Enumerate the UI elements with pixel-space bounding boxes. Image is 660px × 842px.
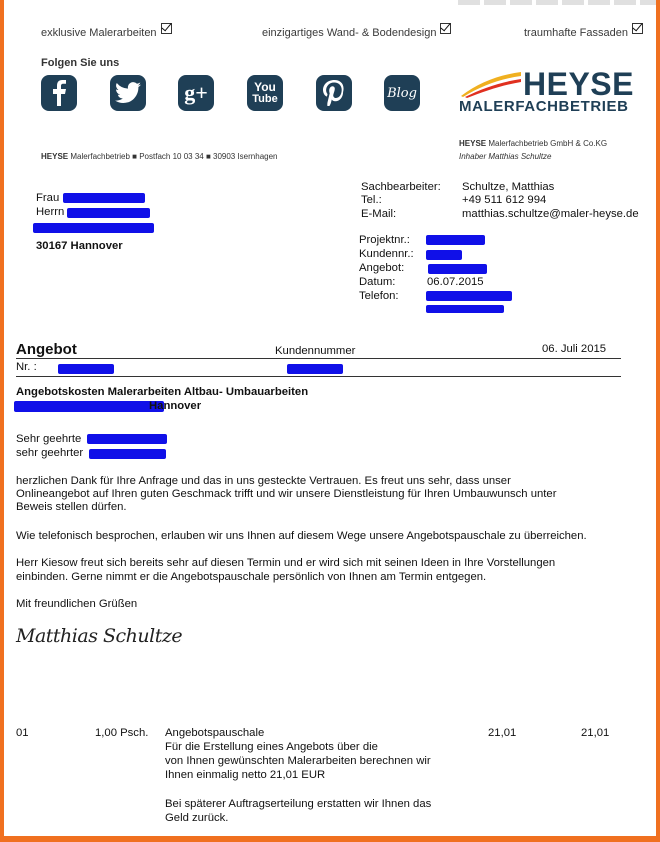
item-position: 01 bbox=[16, 727, 29, 739]
meta-label-telephone: Telefon: bbox=[359, 290, 399, 302]
contact-label-phone: Tel.: bbox=[361, 194, 382, 206]
item-note-line-1: Bei späterer Auftragserteilung erstatten wir Ihnen das bbox=[165, 798, 432, 810]
redaction-bar bbox=[426, 305, 504, 313]
recipient-line-2: Herrn bbox=[36, 206, 65, 218]
meta-label-customer: Kundennr.: bbox=[359, 248, 414, 260]
checkbox-icon bbox=[161, 23, 172, 34]
meta-label-offer: Angebot: bbox=[359, 262, 405, 274]
offer-location: Hannover bbox=[149, 400, 202, 412]
offer-subject: Angebotskosten Malerarbeiten Altbau- Umbauarbeiten bbox=[16, 386, 309, 398]
meta-date: 06.07.2015 bbox=[427, 276, 484, 288]
paragraph-2: Wie telefonisch besprochen, erlauben wir uns Ihnen auf diesem Wege unsere Angebotspauschale zu überreichen. bbox=[16, 530, 587, 542]
contact-email[interactable]: matthias.schultze@maler-heyse.de bbox=[462, 208, 639, 220]
item-desc-line-2: von Ihnen gewünschten Malerarbeiten berechnen wir bbox=[165, 755, 431, 767]
redaction-bar bbox=[426, 235, 485, 245]
closing: Mit freundlichen Grüßen bbox=[16, 598, 138, 610]
blog-icon[interactable]: Blog bbox=[384, 75, 420, 111]
item-quantity: 1,00 Psch. bbox=[95, 727, 149, 739]
contact-phone: +49 511 612 994 bbox=[462, 194, 547, 206]
slogan-1: exklusive Malerarbeiten bbox=[41, 25, 172, 39]
offer-title: Angebot bbox=[16, 341, 77, 358]
redaction-bar bbox=[89, 449, 166, 459]
contact-clerk: Schultze, Matthias bbox=[462, 181, 555, 193]
kundennummer-label: Kundennummer bbox=[275, 345, 356, 357]
offer-nr-label: Nr. : bbox=[16, 361, 37, 373]
redaction-bar bbox=[33, 223, 154, 233]
facebook-icon[interactable] bbox=[41, 75, 77, 111]
nr-divider bbox=[16, 376, 621, 377]
recipient-city: 30167 Hannover bbox=[36, 240, 123, 252]
twitter-icon[interactable] bbox=[110, 75, 146, 111]
top-accent-bar bbox=[458, 0, 656, 5]
item-title: Angebotspauschale bbox=[165, 727, 265, 739]
google-plus-icon[interactable]: g+ bbox=[178, 75, 214, 111]
meta-label-project: Projektnr.: bbox=[359, 234, 410, 246]
paragraph-1-line-3: Beweis stellen dürfen. bbox=[16, 501, 127, 513]
item-total: 21,01 bbox=[581, 727, 610, 739]
redaction-bar bbox=[63, 193, 145, 203]
logo-subtitle: MALERFACHBETRIEB bbox=[459, 98, 629, 115]
contact-label-clerk: Sachbearbeiter: bbox=[361, 181, 441, 193]
paragraph-1-line-1: herzlichen Dank für Ihre Anfrage und das in uns gesteckte Vertrauen. Es freut uns sehr, dass unser bbox=[16, 475, 511, 487]
redaction-bar bbox=[87, 434, 167, 444]
redaction-bar bbox=[58, 364, 114, 374]
salutation-1: Sehr geehrte bbox=[16, 433, 82, 445]
item-desc-line-3: Ihnen einmalig netto 21,01 EUR bbox=[165, 769, 326, 781]
logo-swoosh-icon bbox=[459, 70, 523, 98]
recipient-line-1: Frau bbox=[36, 192, 60, 204]
contact-label-email: E-Mail: bbox=[361, 208, 397, 220]
slogan-2: einzigartiges Wand- & Bodendesign bbox=[262, 25, 451, 39]
checkbox-icon bbox=[632, 23, 643, 34]
redaction-bar bbox=[426, 291, 512, 301]
checkbox-icon bbox=[440, 23, 451, 34]
company-owner: Inhaber Matthias Schultze bbox=[459, 152, 552, 161]
redaction-bar bbox=[14, 401, 164, 412]
offer-date: 06. Juli 2015 bbox=[542, 343, 607, 355]
item-desc-line-1: Für die Erstellung eines Angebots über die bbox=[165, 741, 378, 753]
youtube-icon[interactable]: You Tube bbox=[247, 75, 283, 111]
redaction-bar bbox=[428, 264, 487, 274]
signature: Matthias Schultze bbox=[16, 625, 183, 647]
redaction-bar bbox=[426, 250, 462, 260]
sender-line: HEYSE Malerfachbetrieb ■ Postfach 10 03 34 ■ 30903 Isernhagen bbox=[41, 152, 278, 161]
meta-label-date: Datum: bbox=[359, 276, 396, 288]
salutation-2: sehr geehrter bbox=[16, 447, 84, 459]
follow-label: Folgen Sie uns bbox=[41, 57, 120, 69]
item-note-line-2: Geld zurück. bbox=[165, 812, 229, 824]
paragraph-3-line-2: einbinden. Gerne nimmt er die Angebotspauschale persönlich von Ihnen am Termin entgegen. bbox=[16, 571, 487, 583]
header-divider bbox=[16, 358, 621, 359]
redaction-bar bbox=[287, 364, 343, 374]
paragraph-1-line-2: Onlineangebot auf Ihren guten Geschmack trifft und wir unsere Dienstleistung für Ihren Umbauwunsch unter bbox=[16, 488, 557, 500]
logo-wordmark: HEYSE bbox=[523, 66, 634, 102]
redaction-bar bbox=[67, 208, 150, 218]
company-name: HEYSE Malerfachbetrieb GmbH & Co.KG bbox=[459, 139, 608, 148]
slogan-3: traumhafte Fassaden bbox=[524, 25, 643, 39]
pinterest-icon[interactable] bbox=[316, 75, 352, 111]
item-unit-price: 21,01 bbox=[488, 727, 517, 739]
paragraph-3-line-1: Herr Kiesow freut sich bereits sehr auf diesen Termin und er wird sich mit seinen Ideen in Ihre Vorstellungen bbox=[16, 557, 556, 569]
